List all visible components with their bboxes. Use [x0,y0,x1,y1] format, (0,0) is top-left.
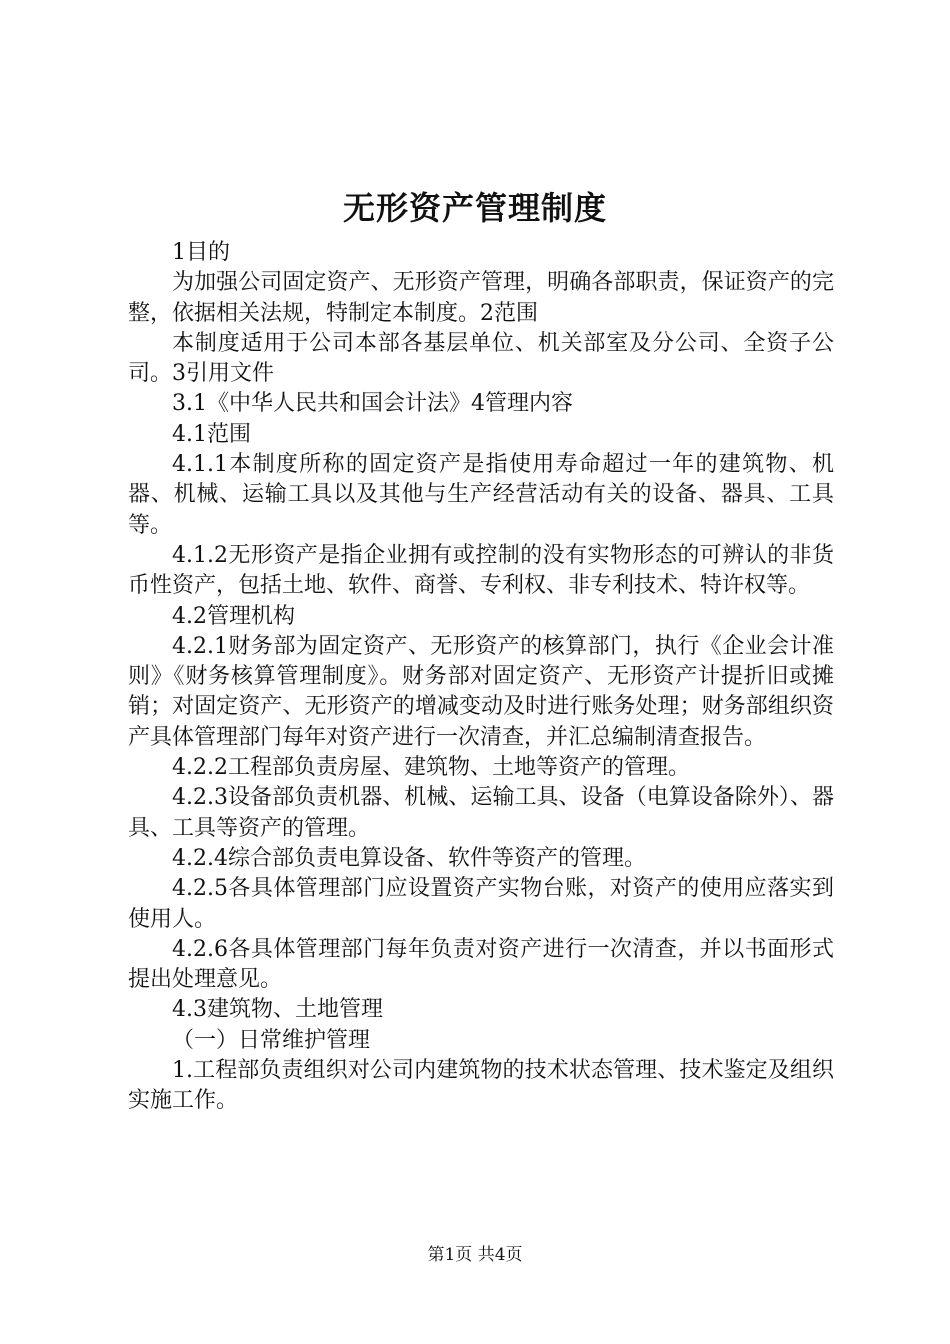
document-body [128,238,834,1117]
paragraph: 4.1.2无形资产是指企业拥有或控制的没有实物形态的可辨认的非货币性资产，包括土地、软件、商誉、专利权、非专利技术、特许权等。 [128,542,834,599]
paragraph: 1.工程部负责组织对公司内建筑物的技术状态管理、技术鉴定及组织实施工作。 [128,1058,834,1114]
paragraph: 为加强公司固定资产、无形资产管理，明确各部职责，保证资产的完整，依据相关法规，特制定本制度。2范围 [128,270,834,326]
paragraph: 3.1《中华人民共和国会计法》4管理内容 [172,391,573,417]
paragraph: 4.2.2工程部负责房屋、建筑物、土地等资产的管理。 [172,755,690,781]
page-number-footer: 第1页 共4页 [427,1245,523,1265]
paragraph: 本制度适用于公司本部各基层单位、机关部室及分公司、全资子公司。3引用文件 [128,330,834,387]
paragraph: 4.2.6各具体管理部门每年负责对资产进行一次清查，并以书面形式提出处理意见。 [128,936,834,993]
document-title: 无形资产管理制度 [342,189,607,227]
paragraph: 4.2.1财务部为固定资产、无形资产的核算部门，执行《企业会计准则》《财务核算管理制度》。财务部对固定资产、无形资产计提折旧或摊销；对固定资产、无形资产的增减变动及时进行账务处理；财务部组织资产具体管理部门每年对资产进行一次清查，并汇总编制清查报告。 [128,633,834,750]
paragraph: 4.1.1本制度所称的固定资产是指使用寿命超过一年的建筑物、机器、机械、运输工具以及其他与生产经营活动有关的设备、器具、工具等。 [128,452,834,538]
paragraph: 4.2.5各具体管理部门应设置资产实物台账，对资产的使用应落实到使用人。 [128,876,834,932]
paragraph: 4.2管理机构 [172,603,295,629]
paragraph: 4.1范围 [172,421,251,447]
paragraph: 4.2.4综合部负责电算设备、软件等资产的管理。 [172,845,646,871]
paragraph: （一）日常维护管理 [172,1027,371,1053]
paragraph: 4.3建筑物、土地管理 [172,997,383,1023]
paragraph: 4.2.3设备部负责机器、机械、运输工具、设备（电算设备除外）、器具、工具等资产的管理。 [128,785,834,841]
paragraph: 1目的 [172,240,230,265]
